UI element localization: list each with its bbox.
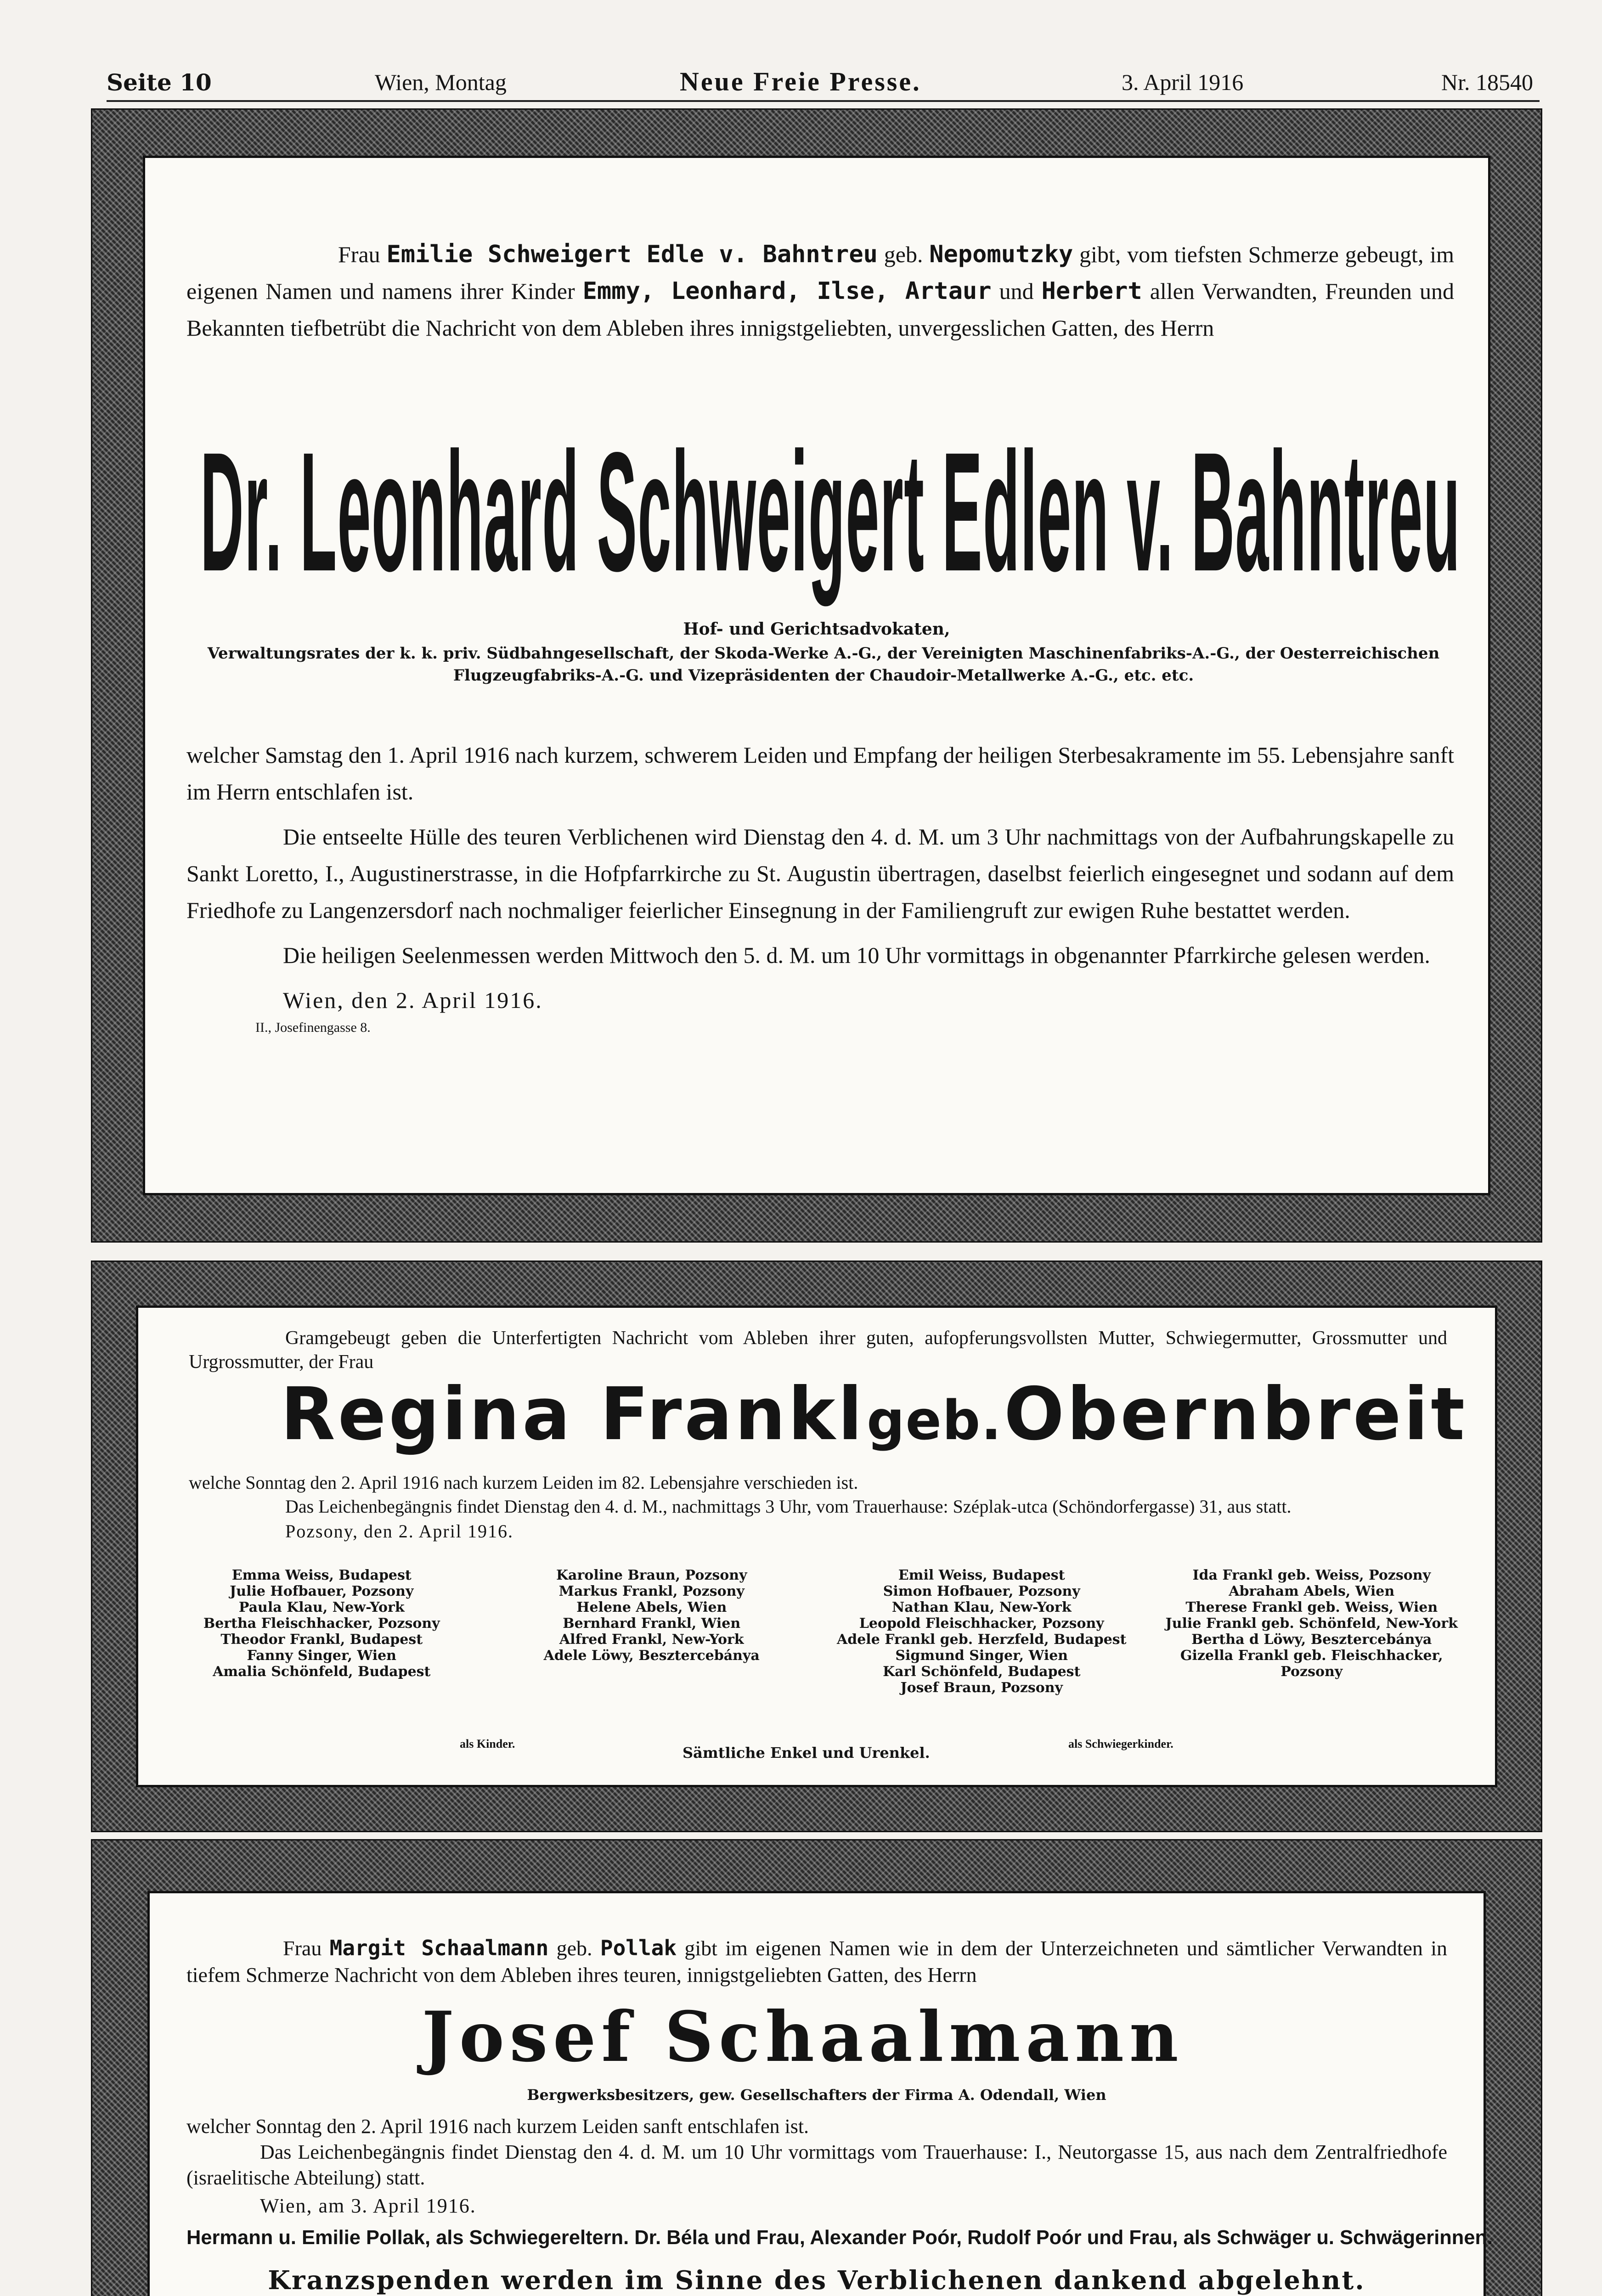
notice1-title-1: Hof- und Gerichtsadvokaten, [683,619,950,639]
issue-number: Nr. 18540 [1441,69,1533,95]
notice1-para-1: welcher Samstag den 1. April 1916 nach kurzem, schwerem Leiden und Empfang der heiligen Sterbesakramente im 55. Lebensjahre sanft im Herrn entschlafen ist. [186,742,1454,805]
notice1-para-2: Die entseelte Hülle des teuren Verblichenen wird Dienstag den 4. d. M. um 3 Uhr nachmittags von der Aufbahrungskapelle zu Sankt Loretto, I., Augustinerstrasse, in die Hofpfarrkirche zu St. Augustin übertragen, daselbst feierlich eingesegnet und sodann auf dem Friedhofe zu Langenzersdorf nach nochmaliger feierlicher Einsegnung in der Familiengruft zur ewigen Ruhe bestattet werden. [186,824,1454,923]
header-rule [107,100,1540,102]
notice1-title-2: Verwaltungsrates der k. k. priv. Südbahngesellschaft, der Skoda-Werke A.-G., der Vereinigten Maschinenfabriks-A.-G., der Oesterreichischen Flugzeugfabriks-A.-G. und Vizepräsidenten der Chaudoir-Metallwerke A.-G., etc. etc. [207,644,1440,685]
mourners-col-4: Ida Frankl geb. Weiss, Pozsony Abraham Abels, Wien Therese Frankl geb. Weiss, Wien Julie Frankl geb. Schönfeld, New-York Bertha d Löwy, Besztercebánya Gizella Frankl geb. Fleischhacker, Pozsony [1165,1567,1458,1680]
label-schwiegerkinder: als Schwiegerkinder. [1068,1737,1173,1750]
obituary-panel-3 [147,1891,1493,2296]
notice2-place-date: Pozsony, den 2. April 1916. [285,1521,513,1542]
notice3-intro: Frau Margit Schaalmann geb. Pollak gibt im eigenen Namen wie in dem der Unterzeichneten und sämtlicher Verwandten in tiefem Schmerze Nachricht von dem Ableben ihres teuren, innigstgeliebten Gatten, des Herrn [186,1936,1448,1986]
notice3-signers: Hermann u. Emilie Pollak, als Schwiegereltern. Dr. Béla und Frau, Alexander Poór, Rudolf Poór und Frau, als Schwäger u. Schwägerinnen. [186,2226,1493,2249]
widow-name: Emilie Schweigert Edle v. Bahntreu [386,241,878,268]
notice2-body: welche Sonntag den 2. April 1916 nach kurzem Leiden im 82. Lebensjahre verschieden ist. Das Leichenbegängnis findet Dienstag den 4. d. M., nachmittags 3 Uhr, vom Trauerhause: Széplak-utca (Schöndorfergasse) 31, aus statt. Pozsony, den 2. April 1916. [189,1471,1447,1544]
notice1-place-date: Wien, den 2. April 1916. [283,987,543,1013]
notice3-closing: Kranzspenden werden im Sinne des Verblichenen dankend abgelehnt. [268,2265,1365,2296]
obituary-border-2 [91,1261,1542,1832]
issue-date: 3. April 1916 [1122,69,1244,95]
newspaper-title: Neue Freie Presse. [680,67,921,96]
maiden-name: Nepomutzky [929,241,1073,268]
deceased-name-3: Josef Schaalmann [422,1997,1184,2077]
mourners-col-1: Emma Weiss, Budapest Julie Hofbauer, Pozsony Paula Klau, New-York Bertha Fleischhacker, Pozsony Theodor Frankl, Budapest Fanny Singer, Wien Amalia Schönfeld, Budapest [203,1567,440,1680]
obituary-panel-1 [143,156,1490,1195]
label-enkel: Sämtliche Enkel und Urenkel. [683,1744,930,1761]
notice3-body: welcher Sonntag den 2. April 1916 nach kurzem Leiden sanft entschlafen ist. Das Leichenbegängnis findet Dienstag den 4. d. M. um 10 Uhr vormittags vom Trauerhause: I., Neutorgasse 15, aus nach dem Zentralfriedhofe (israelitische Abteilung) statt. Wien, am 3. April 1916. Hermann u. Emilie Pollak, als Schwiegereltern. Dr. Béla und Frau, Alexander Poór, Rudolf Poór und Frau, als Schwäger u. Schwägerinnen. [186,2114,1447,2254]
mourners-col-3: Emil Weiss, Budapest Simon Hofbauer, Pozsony Nathan Klau, New-York Leopold Fleischhacker, Pozsony Adele Frankl geb. Herzfeld, Budapest Sigmund Singer, Wien Karl Schönfeld, Budapest Josef Braun, Pozsony [836,1567,1127,1696]
notice1-para-3: Die heiligen Seelenmessen werden Mittwoch den 5. d. M. um 10 Uhr vormittags in obgenannter Pfarrkirche gelesen werden. [283,942,1430,968]
mourners-col-2: Karoline Braun, Pozsony Markus Frankl, Pozsony Helene Abels, Wien Bernhard Frankl, Wien Alfred Frankl, New-York Adele Löwy, Besztercebánya [543,1567,760,1664]
notice1-intro: Frau Emilie Schweigert Edle v. Bahntreu geb. Nepomutzky gibt, vom tiefsten Schmerze gebeugt, im eigenen Namen und namens ihrer Kinder Emmy, Leonhard, Ilse, Artaur und Herbert allen Verwandten, Freunden und Bekannten tiefbetrübt die Nachricht von dem Ableben ihres innigstgeliebten, unvergesslichen Gatten, des Herrn [186,241,1455,341]
obituary-border-1 [91,108,1542,1243]
widow-name-3: Margit Schaalmann [329,1936,549,1960]
obituary-panel-2 [136,1306,1497,1787]
deceased-name-1: Dr. Leonhard Schweigert Edlen v. Bahntreu [200,418,1461,607]
notice1-address: II., Josefinengasse 8. [255,1020,371,1035]
deceased-name-2: Regina Frankl geb. Obernbreit [281,1372,1467,1457]
notice1-body [186,737,1454,1037]
obituary-border-3 [91,1839,1542,2296]
city-day: Wien, Montag [375,69,507,95]
page-number: Seite 10 [107,69,212,96]
children-names: Emmy, Leonhard, Ilse, Artaur [582,277,992,305]
notice2-intro: Gramgebeugt geben die Unterfertigten Nachricht vom Ableben ihrer guten, aufopferungsvollsten Mutter, Schwiegermutter, Grossmutter und Urgrossmutter, der Frau [189,1328,1447,1373]
notice3-title: Bergwerksbesitzers, gew. Gesellschafters der Firma A. Odendall, Wien [527,2086,1106,2104]
mourners-table [157,1567,1477,1696]
page-header [0,0,1602,106]
label-kinder: als Kinder. [460,1737,515,1750]
notice3-place-date: Wien, am 3. April 1916. [260,2195,476,2217]
